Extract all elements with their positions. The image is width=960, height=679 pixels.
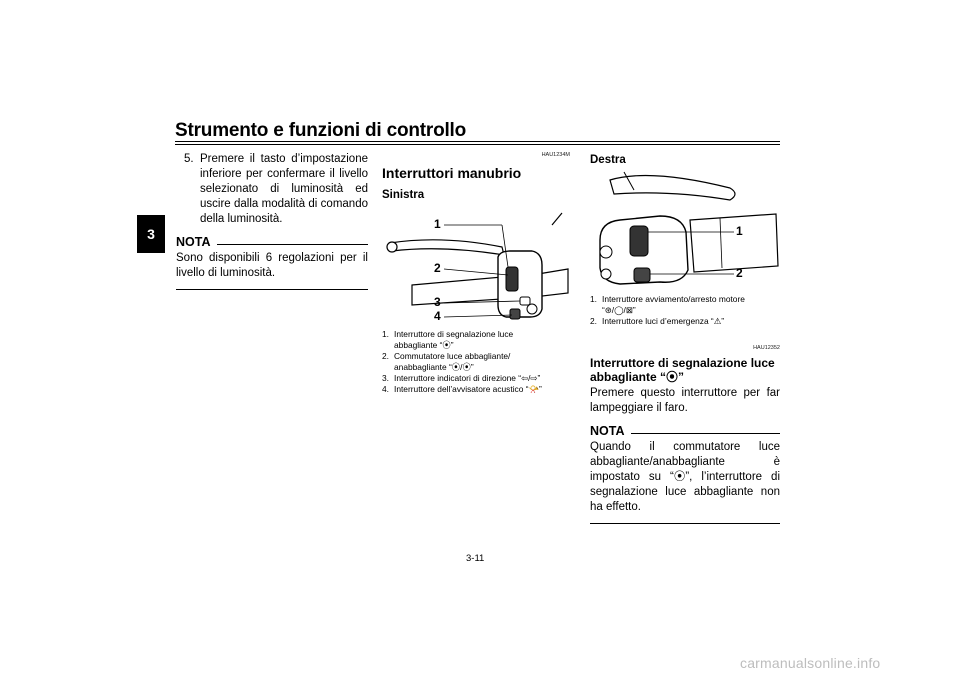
callout-1: 1 xyxy=(736,224,743,238)
instruction-step xyxy=(176,152,368,227)
left-handlebar-illustration xyxy=(382,205,570,323)
title-rule-thin xyxy=(175,144,780,145)
callout-3: 3 xyxy=(434,295,441,309)
body-text: Premere questo interruttore per far lampeggiare il faro. xyxy=(590,387,780,414)
note-box xyxy=(176,235,368,290)
reference-code: HAU1234M xyxy=(541,152,570,158)
left-handlebar-figure xyxy=(382,205,570,323)
chapter-tab: 3 xyxy=(137,215,165,253)
note-header xyxy=(590,424,780,439)
step-number: 5. xyxy=(184,153,194,165)
column-middle xyxy=(382,148,570,395)
caption-item: 4. Interruttore dell’avvisatore acustico “📯” xyxy=(382,384,542,394)
callout-2: 2 xyxy=(736,266,743,280)
note-rule xyxy=(217,244,369,245)
right-handlebar-illustration xyxy=(590,170,780,288)
right-handlebar-figure xyxy=(590,170,778,288)
note-header xyxy=(176,235,368,250)
caption-item: 2. Interruttore luci d’emergenza “⚠” xyxy=(590,316,725,326)
note-label: NOTA xyxy=(590,424,625,438)
subhead-right-switches: Destra xyxy=(590,154,626,166)
callout-2: 2 xyxy=(434,261,441,275)
figure-caption-list xyxy=(590,294,780,327)
page-title: Strumento e funzioni di controllo xyxy=(175,120,467,141)
step-text: Premere il tasto d’impostazione inferiore per confermare il livello selezionato di luminosità ed uscire dalla modalità di comando della luminosità. xyxy=(200,153,368,225)
caption-item: 1. Interruttore di segnalazione luce abbagliante “⦿” xyxy=(382,329,514,350)
watermark: carmanualsonline.info xyxy=(740,655,881,671)
note-rule xyxy=(631,433,781,434)
column-right xyxy=(590,148,780,524)
page-number: 3-11 xyxy=(466,553,485,564)
caption-item: 1. Interruttore avviamento/arresto motore “⊛/◯/⊠” xyxy=(590,294,745,315)
note-text: Quando il commutatore luce abbagliante/anabbagliante è impostato su “⦿”, l’interruttore di segnalazione luce abbagliante non ha effetto. xyxy=(590,441,780,513)
note-label: NOTA xyxy=(176,235,211,249)
note-end-rule xyxy=(176,289,368,290)
column-left xyxy=(176,152,368,290)
section-title: Interruttore di segnalazione luce abbagliante “⦿” xyxy=(590,356,775,384)
figure-caption-list xyxy=(382,329,570,395)
section-title: Interruttori manubrio xyxy=(382,165,522,181)
note-text: Sono disponibili 6 regolazioni per il livello di luminosità. xyxy=(176,252,368,279)
callout-1: 1 xyxy=(434,217,441,231)
note-end-rule xyxy=(590,523,780,524)
title-rule xyxy=(175,141,780,142)
caption-item: 3. Interruttore indicatori di direzione “⇦/⇨” xyxy=(382,373,541,383)
reference-code: HAU12352 xyxy=(753,345,780,351)
callout-4: 4 xyxy=(434,309,441,323)
subhead-left-switches: Sinistra xyxy=(382,189,425,201)
note-box xyxy=(590,424,780,524)
caption-item: 2. Commutatore luce abbagliante/ anabbagliante “⦿/⦿” xyxy=(382,351,511,372)
